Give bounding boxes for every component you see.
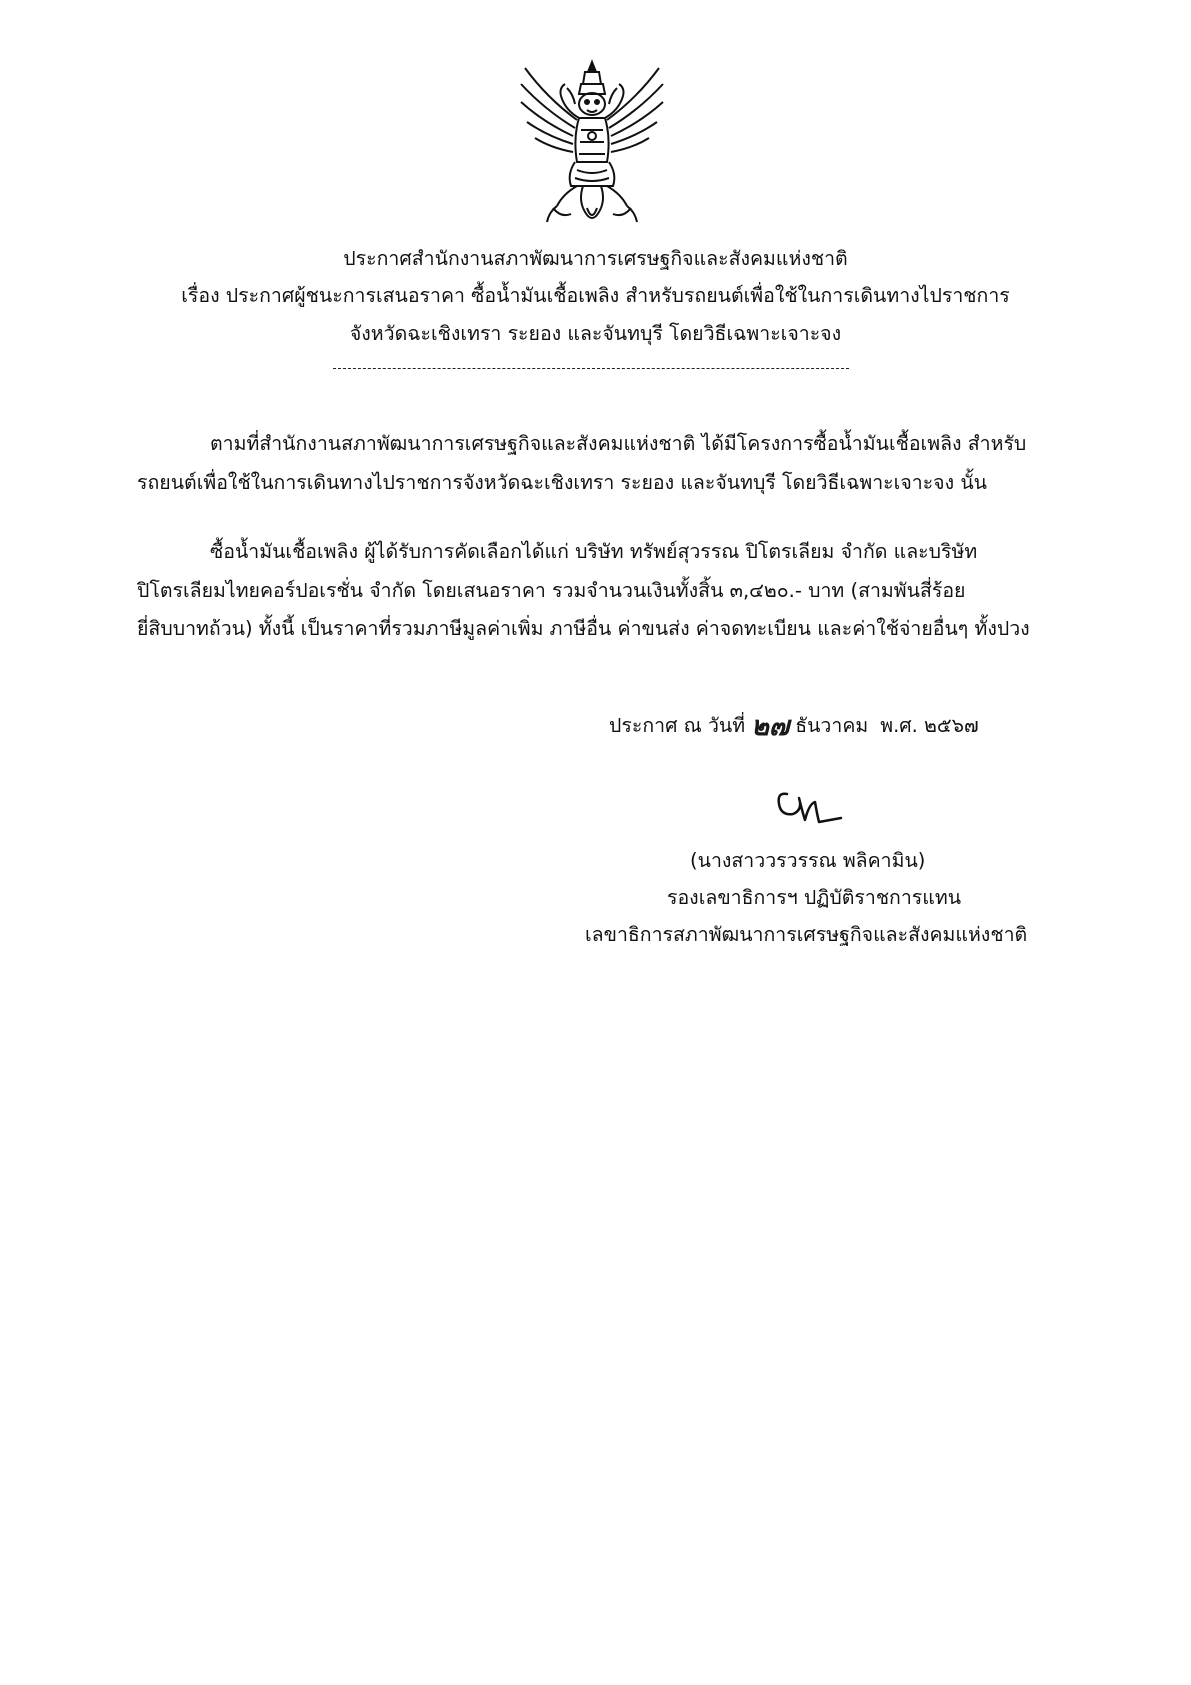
- paragraph2-line1: ซื้อน้ำมันเชื้อเพลิง ผู้ได้รับการคัดเลือกได้แก่ บริษัท ทรัพย์สุวรรณ ปิโตรเลียม จำกัด และบริษัท: [210, 540, 978, 563]
- date-month: ธันวาคม: [795, 714, 869, 737]
- date-year: พ.ศ. ๒๕๖๗: [880, 714, 979, 737]
- paragraph1-line2: รถยนต์เพื่อใช้ในการเดินทางไปราชการจังหวัดฉะเชิงเทรา ระยอง และจันทบุรี โดยวิธีเฉพาะเจาะจง นั้น: [137, 471, 987, 494]
- garuda-emblem-icon: [517, 58, 667, 230]
- paragraph2-line2: ปิโตรเลียมไทยคอร์ปอเรชั่น จำกัด โดยเสนอราคา รวมจำนวนเงินทั้งสิ้น ๓,๔๒๐.- บาท (สามพันสี่ร้อย: [137, 579, 966, 602]
- announcement-title: ประกาศสำนักงานสภาพัฒนาการเศรษฐกิจและสังคมแห่งชาติ: [343, 247, 848, 270]
- title-divider: [333, 368, 849, 369]
- handwritten-signature-icon: [773, 784, 843, 830]
- signatory-name: (นางสาววรวรรณ พลิคามิน): [690, 849, 926, 872]
- paragraph1-line1: ตามที่สำนักงานสภาพัฒนาการเศรษฐกิจและสังคมแห่งชาติ ได้มีโครงการซื้อน้ำมันเชื้อเพลิง สำหรับ: [210, 432, 1027, 455]
- announcement-subject-cont: จังหวัดฉะเชิงเทรา ระยอง และจันทบุรี โดยวิธีเฉพาะเจาะจง: [349, 322, 842, 345]
- date-prefix: ประกาศ ณ วันที่: [609, 714, 746, 737]
- date-day-handwritten: ๒๗: [751, 711, 790, 742]
- signatory-position: รองเลขาธิการฯ ปฏิบัติราชการแทน: [667, 886, 962, 909]
- signatory-organization: เลขาธิการสภาพัฒนาการเศรษฐกิจและสังคมแห่งชาติ: [585, 923, 1028, 946]
- paragraph2-line3: ยี่สิบบาทถ้วน) ทั้งนี้ เป็นราคาที่รวมภาษีมูลค่าเพิ่ม ภาษีอื่น ค่าขนส่ง ค่าจดทะเบียน และค่าใช้จ่ายอื่นๆ ทั้งปวง: [137, 617, 1030, 640]
- announcement-date: [609, 713, 979, 740]
- announcement-subject: เรื่อง ประกาศผู้ชนะการเสนอราคา ซื้อน้ำมันเชื้อเพลิง สำหรับรถยนต์เพื่อใช้ในการเดินทางไปราชการ: [181, 284, 1010, 307]
